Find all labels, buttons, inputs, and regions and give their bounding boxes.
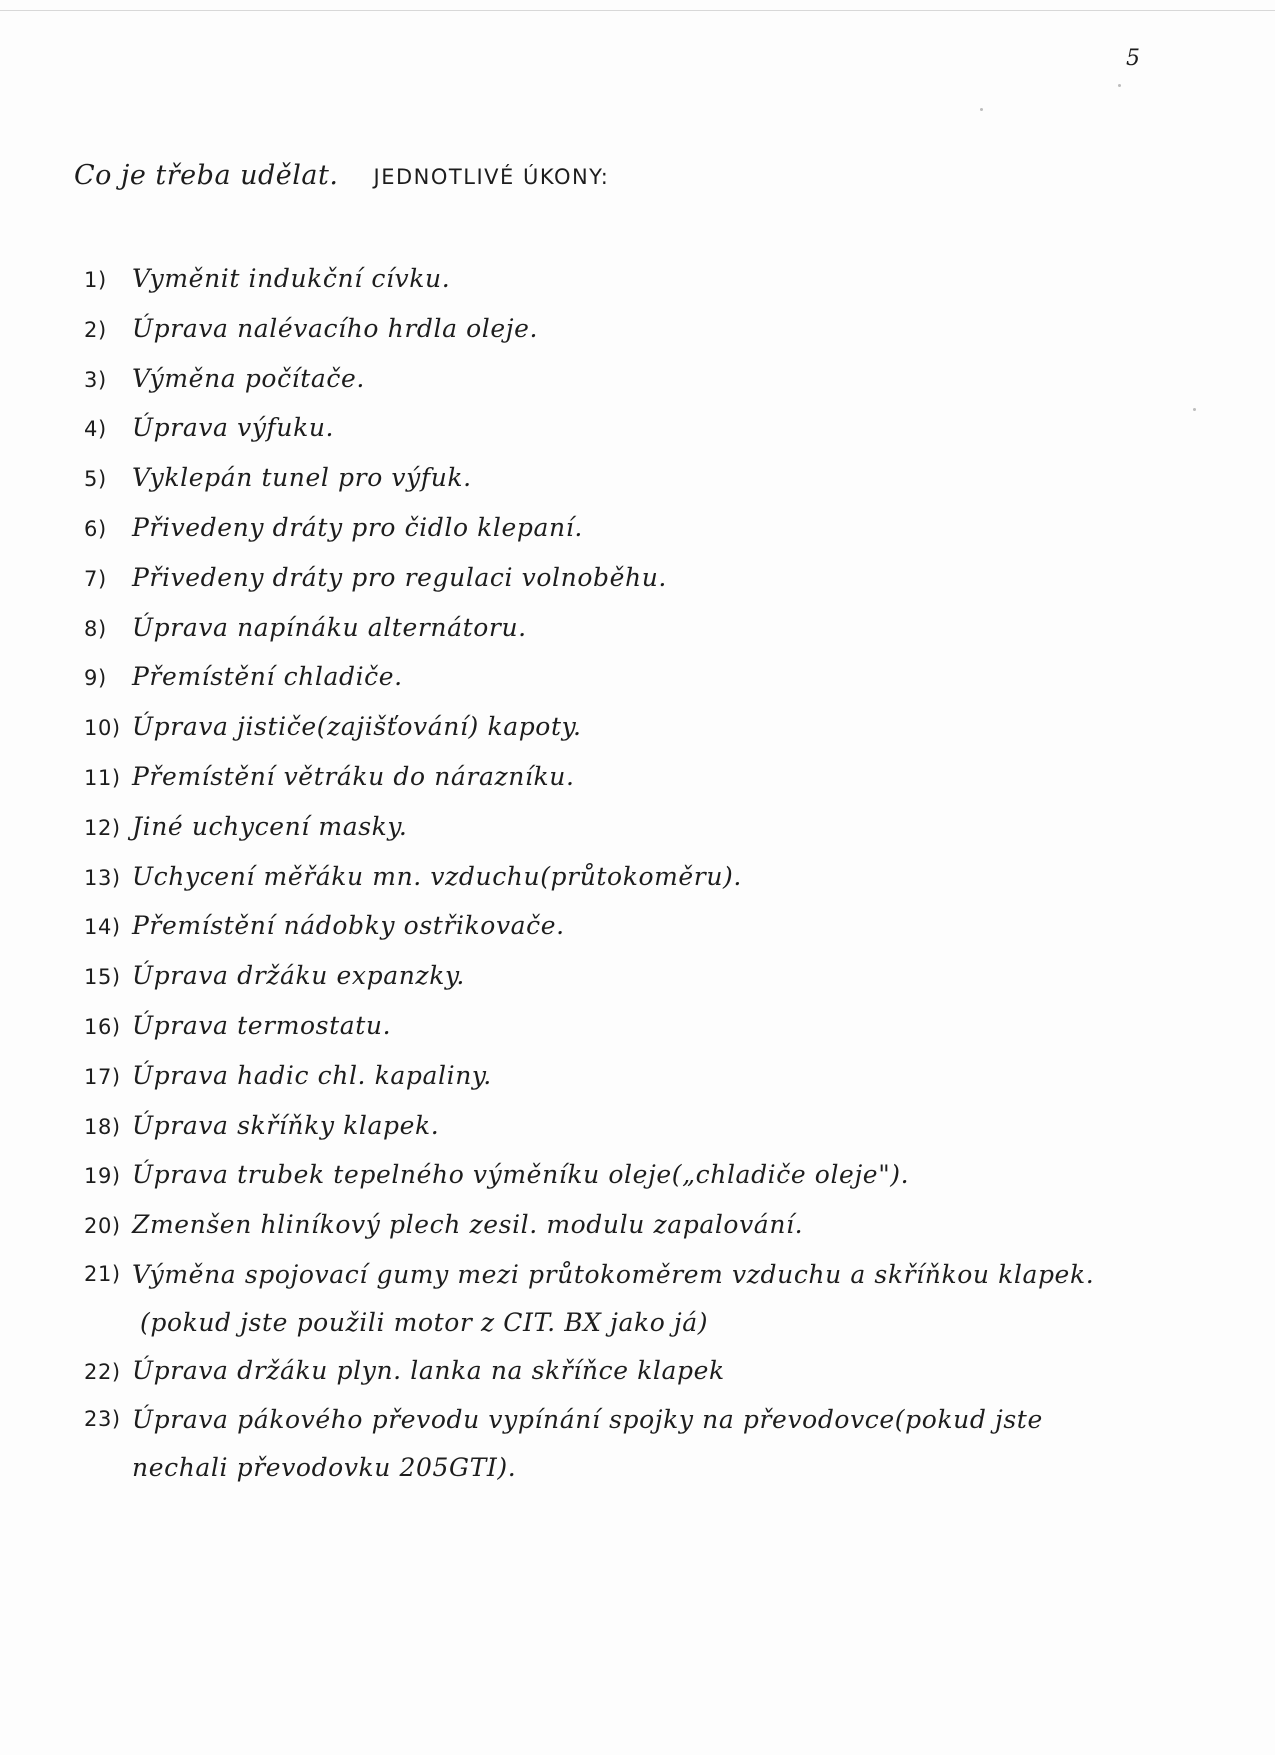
task-item-19 (84, 1151, 1214, 1201)
scan-speck (1193, 408, 1196, 411)
task-item-17 (84, 1052, 1214, 1102)
task-item-8 (84, 604, 1214, 654)
task-item-3 (84, 355, 1214, 405)
task-text: Výměna počítače. (132, 363, 365, 393)
scan-speck (1118, 84, 1121, 87)
task-line: Úprava pákového převodu vypínání spojky na převodovce(pokud jste (132, 1405, 1043, 1435)
task-text: Úprava držáku plyn. lanka na skříňce klapek (132, 1355, 725, 1385)
task-text: Uchycení měřáku mn. vzduchu(průtokoměru). (132, 861, 742, 891)
task-item-22 (84, 1347, 1214, 1397)
task-number: 19) (84, 1164, 121, 1189)
task-number: 5) (84, 467, 107, 492)
task-text: Úprava trubek tepelného výměníku oleje(„chladiče oleje"). (132, 1160, 910, 1190)
task-text: Přemístění nádobky ostřikovače. (132, 911, 565, 941)
task-line: Výměna spojovací gumy mezi průtokoměrem vzduchu a skříňkou klapek. (132, 1259, 1095, 1289)
task-text: Úprava jističe(zajišťování) kapoty. (132, 712, 582, 742)
task-number: 16) (84, 1014, 121, 1039)
task-text: Úprava výfuku. (132, 413, 335, 443)
task-number: 22) (84, 1359, 121, 1384)
task-number: 9) (84, 666, 107, 691)
task-list (84, 255, 1214, 1492)
task-text: Zmenšen hliníkový plech zesil. modulu zapalování. (132, 1210, 804, 1240)
task-item-14 (84, 902, 1214, 952)
task-text: Jiné uchycení masky. (132, 811, 408, 841)
task-text: Přemístění chladiče. (132, 662, 403, 692)
task-text: Přemístění větráku do nárazníku. (132, 761, 575, 791)
task-item-13 (84, 853, 1214, 903)
task-item-10 (84, 703, 1214, 753)
task-item-18 (84, 1102, 1214, 1152)
task-number: 4) (84, 417, 107, 442)
task-item-12 (84, 803, 1214, 853)
scan-speck (980, 108, 983, 111)
task-text: Přivedeny dráty pro regulaci volnoběhu. (132, 562, 667, 592)
task-text: Vyklepán tunel pro výfuk. (132, 463, 472, 493)
task-text: Vyměnit indukční cívku. (132, 264, 451, 293)
task-number: 20) (84, 1214, 121, 1239)
task-text: Úprava napínáku alternátoru. (132, 612, 527, 642)
task-number: 6) (84, 516, 107, 541)
page-number: 5 (1126, 46, 1140, 71)
task-item-6 (84, 504, 1214, 554)
scan-edge-line (0, 10, 1275, 11)
task-number: 7) (84, 566, 107, 591)
task-number: 8) (84, 616, 107, 641)
task-item-15 (84, 952, 1214, 1002)
task-number: 23) (84, 1407, 121, 1432)
task-number: 14) (84, 915, 121, 940)
task-item-2 (84, 305, 1214, 355)
task-text: Úprava držáku expanzky. (132, 961, 465, 991)
task-line-continued: (pokud jste použili motor z CIT. BX jako já) (140, 1307, 709, 1337)
task-item-20 (84, 1201, 1214, 1251)
heading-caps: JEDNOTLIVÉ ÚKONY: (373, 165, 610, 189)
task-text (132, 1396, 1043, 1492)
task-item-4 (84, 404, 1214, 454)
task-text: Úprava skříňky klapek. (132, 1110, 440, 1140)
task-number: 21) (84, 1261, 121, 1286)
task-number: 18) (84, 1114, 121, 1139)
task-text: Úprava hadic chl. kapaliny. (132, 1060, 492, 1090)
task-item-9 (84, 653, 1214, 703)
task-text (132, 1251, 1094, 1347)
task-line-continued: nechali převodovku 205GTI). (132, 1453, 517, 1483)
task-text: Úprava termostatu. (132, 1010, 392, 1040)
task-number: 15) (84, 965, 121, 990)
task-item-1 (84, 255, 1214, 305)
task-text: Úprava nalévacího hrdla oleje. (132, 313, 539, 343)
task-number: 17) (84, 1064, 121, 1089)
task-item-21 (84, 1251, 1214, 1347)
task-item-23 (84, 1396, 1214, 1492)
task-item-7 (84, 554, 1214, 604)
task-number: 2) (84, 317, 107, 342)
task-text: Přivedeny dráty pro čidlo klepaní. (132, 512, 583, 542)
task-item-5 (84, 454, 1214, 504)
task-number: 13) (84, 865, 121, 890)
task-number: 12) (84, 815, 121, 840)
task-item-16 (84, 1002, 1214, 1052)
task-number: 10) (84, 716, 121, 741)
heading-lead: Co je třeba udělat. (74, 160, 339, 191)
task-number: 11) (84, 765, 121, 790)
task-number: 3) (84, 367, 107, 392)
page-heading (74, 160, 609, 191)
task-item-11 (84, 753, 1214, 803)
task-number: 1) (84, 268, 107, 292)
